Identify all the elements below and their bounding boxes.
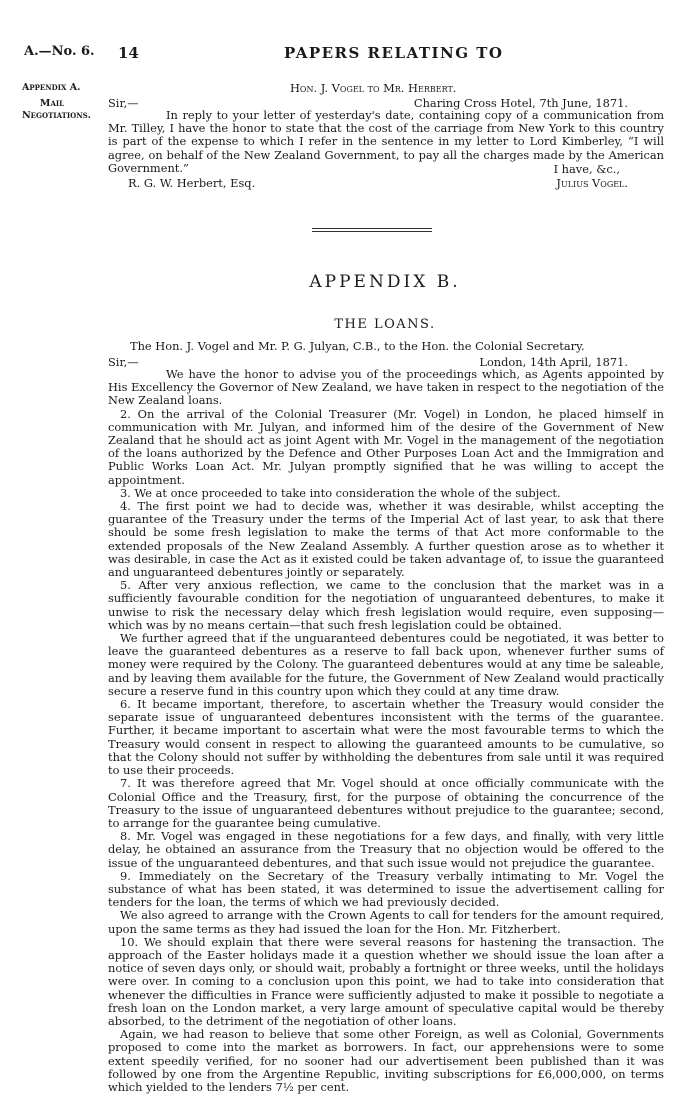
letter-signature: Julius Vogel. [556,176,628,190]
page-header [24,44,664,68]
page-number: 14 [118,44,139,62]
paragraph-8: 8. Mr. Vogel was engaged in these negotiations for a few days, and finally, with very little delay, he obtained an assurance from the Treasury that no objection would be offered to the issue of the unguaranteed debentures, and that such issue would not prejudice the guarantee. [108,829,664,870]
paragraph-9: 9. Immediately on the Secretary of the Treasury verbally intimating to Mr. Vogel the substance of what has been stated, it was determined to issue the advertisement calling for tenders for the loan, the terms of which we had previously decided. [108,868,664,910]
appendix-title: APPENDIX B. [309,272,461,292]
margin-note-appendix: Appendix A. [22,82,81,93]
section-divider-second [312,231,432,232]
paragraph-4: 4. The first point we had to decide was, whether it was desirable, whilst accepting the guarantee of the Treasury under the terms of the Imperial Act of last year, to ask that there should be some fresh legislation to make the terms of that Act more conformable to the extended proposals of the New Zealand Assembly. A further question arose as to whether it was desirable, in case the Act as it existed could be taken advantage of, to issue the guaranteed and unguaranteed debentures jointly or separately. [108,499,664,580]
running-title: PAPERS RELATING TO [284,44,504,62]
paragraph-6: 6. It became important, therefore, to ascertain whether the Treasury would consider the separate issue of unguaranteed debentures inconsistent with the terms of the guarantee. Further, it became important to ascertain what were the most favourable terms to which the Treasury would consent in respect to allowing the guaranteed amounts to be cumulative, so that the Colony should not suffer by withholding the debentures from sale until it was required to use their proceeds. [108,697,664,778]
appendix-body [108,368,664,1094]
document-reference: A.—No. 6. [24,44,95,59]
paragraph-2: 2. On the arrival of the Colonial Treasurer (Mr. Vogel) in London, he placed himself in communication with Mr. Julyan, and informed him of the desire of the Government of New Zealand that he should act as joint Agent with Mr. Vogel in the management of the negotiation of the loans authorized by the Defence and Other Purposes Loan Act and the Immigration and Public Works Loan Act. Mr. Julyan promptly signified that he was willing to accept the appointment. [108,406,664,487]
letter-paragraph: In reply to your letter of yesterday's date, containing copy of a communication from Mr. Tilley, I have the honor to state that the cost of the carriage from New York to this country is part of the expense to which I refer in the sentence in my letter to Lord Kimberley, “I will agree, on behalf of the New Zealand Government, to pay all the charges made by the American Government.” [108,108,664,175]
paragraph-5-continued: We further agreed that if the unguaranteed debentures could be negotiated, it was better to leave the guaranteed debentures as a reserve to fall back upon, whenever further sums of money were required by the Colony. The guaranteed debentures would at any time be saleable, and by leaving them available for the future, the Government of New Zealand would practically secure a reserve fund in this country upon which they could at any time draw. [108,631,664,698]
letter-salutation: Sir,— [108,96,139,110]
section-title: THE LOANS. [334,317,436,332]
letter-heading: Hon. J. Vogel to Mr. Herbert. [290,81,457,95]
appendix-place-date: London, 14th April, 1871. [479,355,628,369]
letter-place-date: Charing Cross Hotel, 7th June, 1871. [413,96,628,110]
letter-address-line: The Hon. J. Vogel and Mr. P. G. Julyan, C.B., to the Hon. the Colonial Secretary. [130,339,585,353]
appendix-salutation: Sir,— [108,355,139,369]
paragraph-3: 3. We at once proceeded to take into consideration the whole of the subject. [120,485,561,500]
letter-addressee: R. G. W. Herbert, Esq. [128,176,256,190]
paragraph-10-continued: Again, we had reason to believe that some other Foreign, as well as Colonial, Governments proposed to come into the market as borrowers. In fact, our apprehensions were to some extent speedily verified, for no sooner had our advertisement been published than it was followed by one from the Argentine Republic, inviting subscriptions for £6,000,000, on terms which yielded to the lenders 7½ per cent. [108,1027,664,1094]
margin-note-topic: Mail Negotiations. [22,98,91,121]
letter-closing: I have, &c., [553,162,620,176]
paragraph-9-continued: We also agreed to arrange with the Crown Agents to call for tenders for the amount required, upon the same terms as they had issued the loan for the Hon. Mr. Fitzherbert. [108,908,664,936]
section-divider [312,228,432,229]
paragraph-10: 10. We should explain that there were several reasons for hastening the transaction. The approach of the Easter holidays made it a question whether we should issue the loan after a notice of seven days only, or should wait, probably a fortnight or three weeks, until the holidays were over. In coming to a conclusion upon this point, we had to take into consideration that whenever the difficulties in France were sufficiently adjusted to make it possible to negotiate a fresh loan on the London market, a very large amount of speculative capital would be thereby absorbed, to the detriment of the negotiation of other loans. [108,934,664,1028]
paragraph-intro: We have the honor to advise you of the proceedings which, as Agents appointed by His Excellency the Governor of New Zealand, we have taken in respect to the negotiation of the New Zealand loans. [108,367,664,408]
paragraph-5: 5. After very anxious reflection, we came to the conclusion that the market was in a sufficiently favourable condition for the negotiation of unguaranteed debentures, to make it unwise to risk the necessary delay which fresh legislation would require, even supposing—which was by no means certain—that such fresh legislation could be obtained. [108,578,664,632]
paragraph-7: 7. It was therefore agreed that Mr. Vogel should at once officially communicate with the Colonial Office and the Treasury, first, for the purpose of obtaining the concurrence of the Treasury to the issue of unguaranteed debentures without prejudice to the guarantee; second, to arrange for the guarantee being cumulative. [108,776,664,830]
